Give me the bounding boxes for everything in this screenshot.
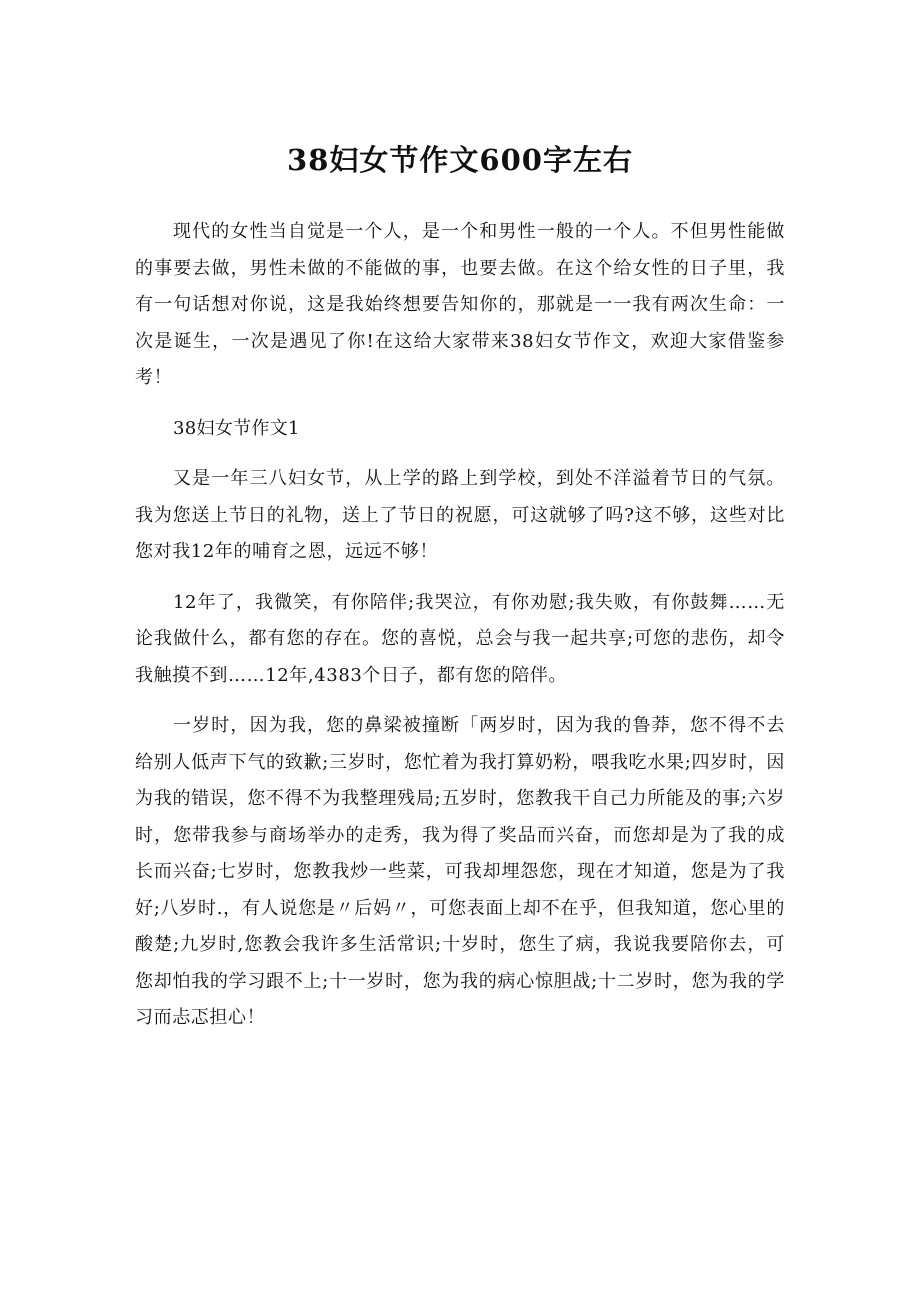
document-title: 38妇女节作文600字左右	[287, 143, 633, 177]
section-heading: 38妇女节作文1	[173, 417, 300, 439]
intro-paragraph: 现代的女性当自觉是一个人，是一个和男性一般的一个人。不但男性能做的事要去做，男性未做的不能做的事，也要去做。在这个给女性的日子里，我有一句话想对你说，这是我始终想要告知你的，那就是一一我有两次生命：一次是诞生，一次是遇见了你!在这给大家带来38妇女节作文，欢迎大家借鉴参考！	[135, 221, 785, 388]
body-paragraph: 一岁时，因为我，您的鼻梁被撞断「两岁时，因为我的鲁莽，您不得不去给别人低声下气的致歉;三岁时，您忙着为我打算奶粉，喂我吃水果;四岁时，因为我的错误，您不得不为我整理残局;五岁时，您教我干自己力所能及的事;六岁时，您带我参与商场举办的走秀，我为得了奖品而兴奋，而您却是为了我的成长而兴奋;七岁时，您教我炒一些菜，可我却埋怨您，现在才知道，您是为了我好;八岁时.，有人说您是〃后妈〃，可您表面上却不在乎，但我知道，您心里的酸楚;九岁时,您教会我许多生活常识;十岁时，您生了病，我说我要陪你去，可您却怕我的学习跟不上;十一岁时，您为我的病心惊胆战;十二岁时，您为我的学习而忐忑担心！	[135, 715, 785, 1028]
body-paragraph: 又是一年三八妇女节，从上学的路上到学校，到处不洋溢着节日的气氛。我为您送上节日的礼物，送上了节日的祝愿，可这就够了吗?这不够，这些对比您对我12年的哺育之恩，远远不够！	[135, 468, 785, 562]
document-body	[135, 214, 785, 1051]
body-paragraph: 12年了，我微笑，有你陪伴;我哭泣，有你劝慰;我失败，有你鼓舞……无论我做什么，都有您的存在。您的喜悦，总会与我一起共享;可您的悲伤，却令我触摸不到……12年,4383个日子，都有您的陪伴。	[135, 591, 785, 686]
